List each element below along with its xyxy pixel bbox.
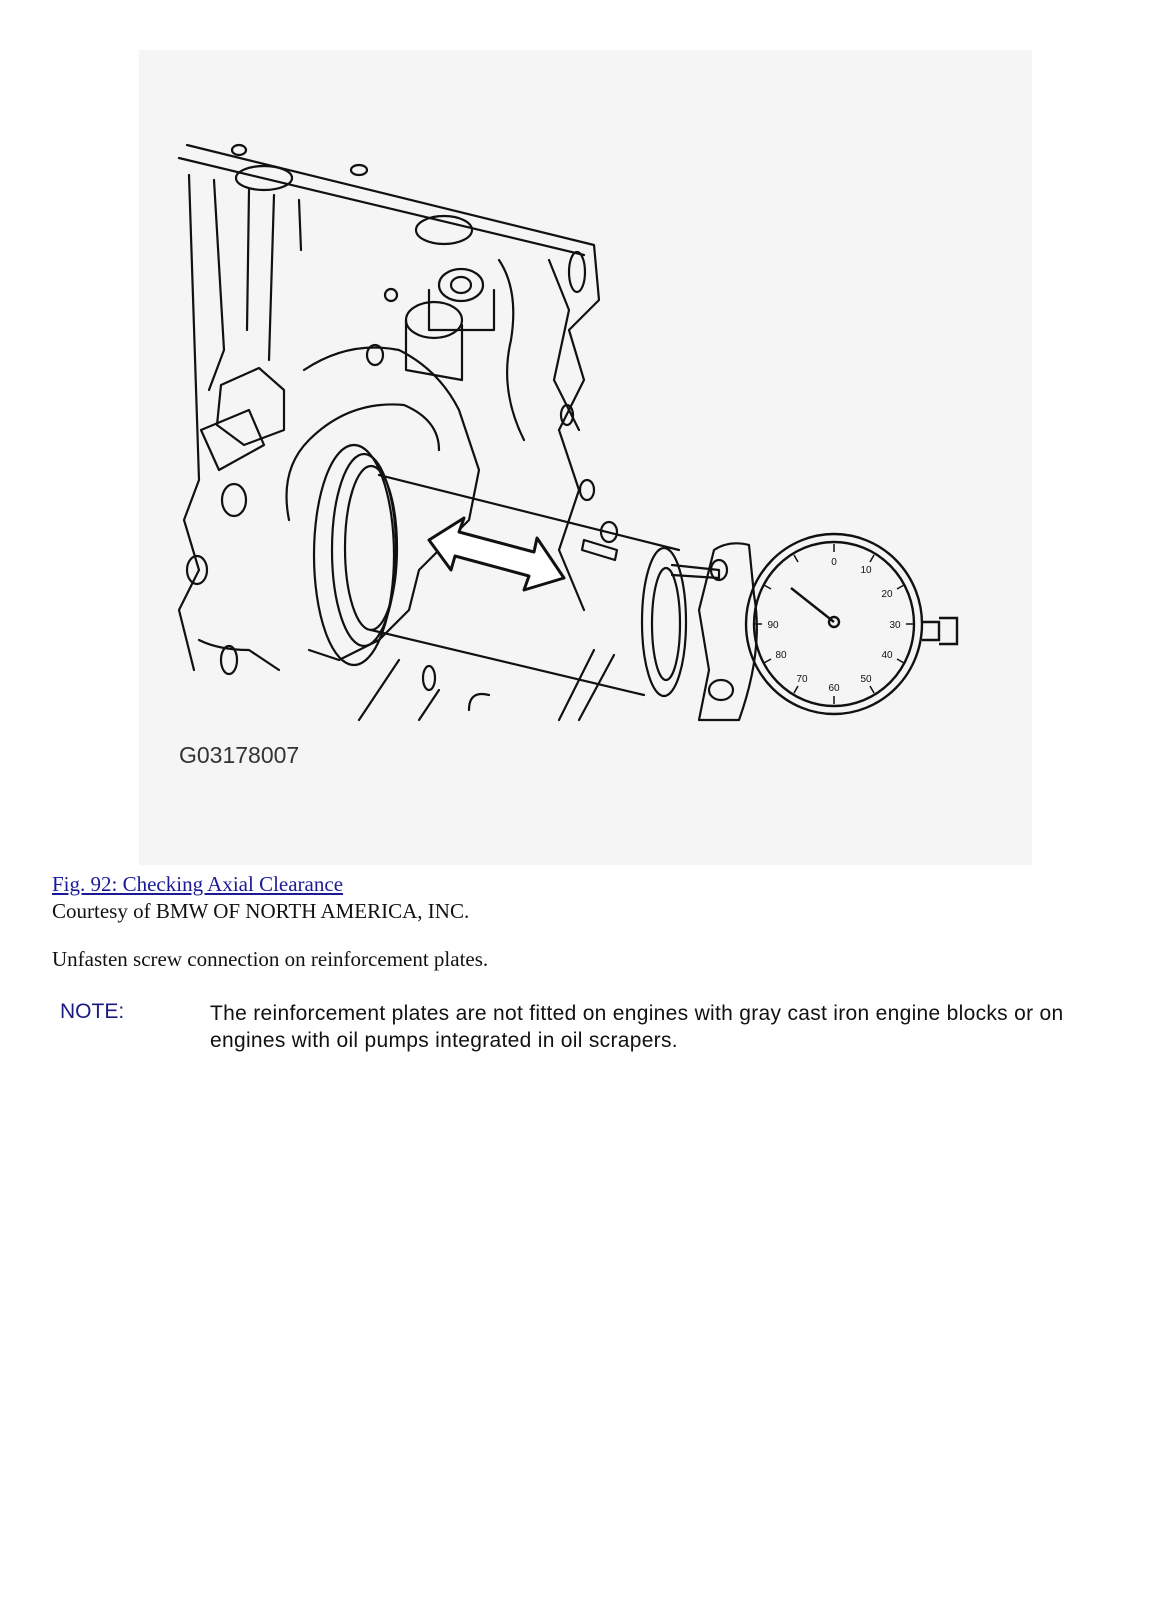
gauge-number: 20 — [881, 589, 893, 600]
figure-id-label: G03178007 — [179, 742, 300, 768]
double-arrow-icon — [429, 518, 564, 590]
note-label: NOTE: — [60, 1000, 125, 1023]
gauge-number: 90 — [767, 620, 779, 631]
gauge-number: 60 — [828, 683, 840, 694]
gauge-numbers — [767, 557, 901, 694]
gauge-number: 40 — [881, 650, 893, 661]
gauge-number: 50 — [860, 674, 872, 685]
gauge-number: 10 — [860, 565, 872, 576]
figure-courtesy: Courtesy of BMW OF NORTH AMERICA, INC. — [52, 899, 470, 923]
figure-caption-link[interactable]: Fig. 92: Checking Axial Clearance — [52, 872, 344, 896]
note-text: The reinforcement plates are not fitted on engines with gray cast iron engine blocks or on engines with oil pumps integrated in oil scrapers. — [210, 1002, 1064, 1052]
gauge-number: 80 — [775, 650, 787, 661]
gauge-number: 30 — [889, 620, 901, 631]
procedure-step: Unfasten screw connection on reinforcement plates. — [52, 947, 489, 971]
gauge-number: 0 — [831, 557, 837, 568]
figure-panel — [139, 50, 1032, 865]
gauge-number: 70 — [796, 674, 808, 685]
